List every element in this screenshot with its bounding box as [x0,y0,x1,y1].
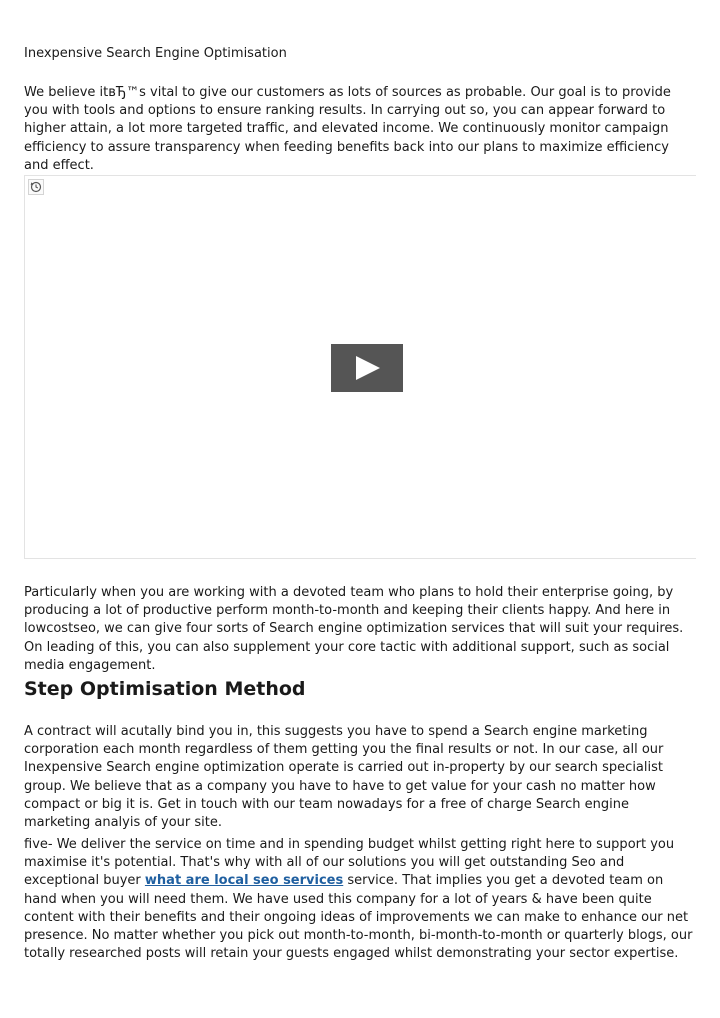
delivery-paragraph [24,836,696,963]
intro-paragraph: We believe itвЂ™s vital to give our customers as lots of sources as probable. Our goal is to provide you with tools and options to ensure ranking results. In carrying out so, you can appear forward to higher attain, a lot more targeted traffic, and elevated income. We continuously monitor campaign efficiency to assure transparency when feeding benefits back into our plans to maximize efficiency and effect. [24,85,671,173]
clock-icon [28,179,44,195]
video-player[interactable] [24,175,696,559]
local-seo-link[interactable]: what are local seo services [144,873,344,889]
play-icon [331,344,403,392]
page-title: Inexpensive Search Engine Optimisation [24,46,287,61]
paragraph-text: five- We deliver the service on time and in spending budget whilst getting right here to support you maximise it's potential. That's why with all of our solutions you will get outstanding Seo and exceptional buyer [24,837,675,889]
contract-paragraph: A contract will acutally bind you in, this suggests you have to spend a Search engine marketing corporation each month regardless of them getting you the final results or not. In our case, all our Inexpensive Search engine optimization operate is carried out in-property by our search specialist group. We believe that as a company you have to have to get value for your cash no matter how compact or big it is. Get in touch with our team nowadays for a free of charge Search engine marketing analyis of your site. [24,724,664,831]
play-button[interactable] [331,344,403,392]
services-paragraph: Particularly when you are working with a devoted team who plans to hold their enterprise going, by producing a lot of productive perform month-to-month and keeping their clients happy. And here in lowcostseo, we can give four sorts of Search engine optimization services that will suit your requires. On leading of this, you can also supplement your core tactic with additional support, such as social media engagement. [24,585,684,673]
paragraph-text: service. That implies you get a devoted team on hand when you will need them. We have used this company for a lot of years & have been quite content with their benefits and their ongoing ideas of improvements we can make to enhance our net presence. No matter whether you pick out month-to-month, bi-month-to-month or quarterly blogs, our totally researched posts will retain your guests engaged whilst demonstrating your sector expertise. [24,873,693,962]
section-heading: Step Optimisation Method [24,678,306,700]
